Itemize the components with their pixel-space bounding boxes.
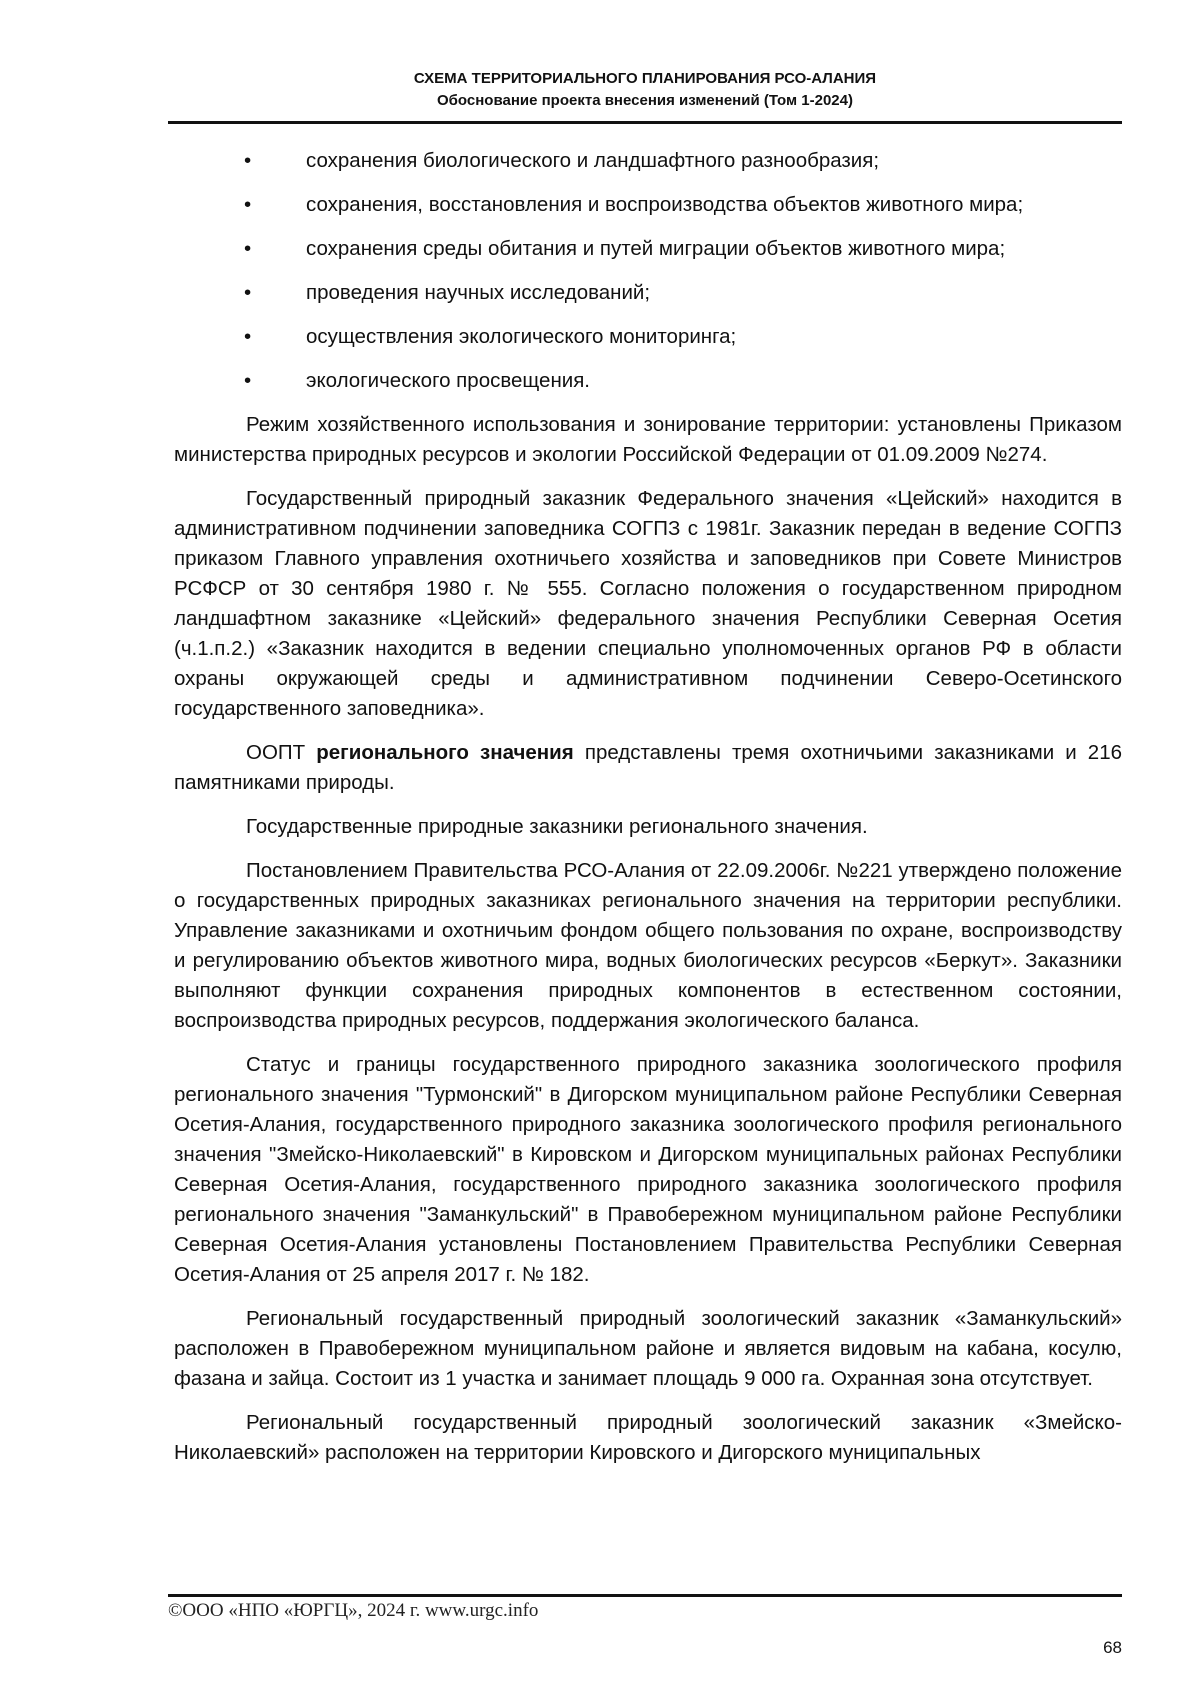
paragraph-zamankul: Региональный государственный природный зоологический заказник «Заманкульский» расположен в Правобережном муниципальном районе и является видовым на кабана, косулю, фазана и зайца. Состоит из 1 участка и занимает площадь 9 000 га. Охранная зона отсутствует. [174,1307,1122,1390]
paragraph-resolution-221: Постановлением Правительства РСО-Алания от 22.09.2006г. №221 утверждено положение о государственных природных заказниках регионального значения на территории республики. Управление заказниками и охотничьим фондом общего пользования по охране, воспроизводству и регулированию объектов животного мира, водных биологических ресурсов «Беркут». Заказники выполняют функции сохранения природных компонентов в естественном состоянии, воспроизводства природных ресурсов, поддержания экологического баланса. [174,859,1122,1032]
document-header [168,68,1122,112]
list-item: • осуществления экологического мониторинга; [174,322,1122,352]
bullet-icon: • [244,237,252,260]
paragraph-regime: Режим хозяйственного использования и зонирование территории: установлены Приказом министерства природных ресурсов и экологии Российской Федерации от 01.09.2009 №274. [174,413,1122,466]
bullet-icon: • [244,281,252,304]
header-divider [168,121,1122,124]
bullet-icon: • [244,325,252,348]
list-item: • экологического просвещения. [174,366,1122,396]
page-number: 68 [1103,1638,1122,1657]
list-item: • проведения научных исследований; [174,278,1122,308]
bold-term: регионального значения [316,741,574,764]
paragraph-zmeysko-nikolaevsky: Региональный государственный природный зоологический заказник «Змейско-Николаевский» расположен на территории Кировского и Дигорского муниципальных [174,1411,1122,1464]
footer-divider [168,1594,1122,1597]
document-body [174,146,1122,1482]
bullet-icon: • [244,193,252,216]
bullet-icon: • [244,369,252,392]
list-item: • сохранения среды обитания и путей миграции объектов животного мира; [174,234,1122,264]
paragraph-status-boundaries: Статус и границы государственного природного заказника зоологического профиля регионального значения "Турмонский" в Дигорском муниципальном районе Республики Северная Осетия-Алания, государственного природного заказника зоологического профиля регионального значения "Змейско-Николаевский" в Кировском и Дигорском муниципальных районах Республики Северная Осетия-Алания, государственного природного заказника зоологического профиля регионального значения "Заманкульский" в Правобережном муниципальном районе Республики Северная Осетия-Алания установлены Постановлением Правительства Республики Северная Осетия-Алания от 25 апреля 2017 г. № 182. [174,1053,1122,1286]
header-title: СХЕМА ТЕРРИТОРИАЛЬНОГО ПЛАНИРОВАНИЯ РСО-АЛАНИЯ [413,70,877,87]
bullet-list [174,146,1122,396]
paragraph-tsey-reserve: Государственный природный заказник Федерального значения «Цейский» находится в административном подчинении заповедника СОГПЗ с 1981г. Заказник передан в ведение СОГПЗ приказом Главного управления охотничьего хозяйства и заповедников при Совете Министров РСФСР от 30 сентября 1980 г. № 555. Согласно положения о государственном природном ландшафтном заказнике «Цейский» федерального значения Республики Северная Осетия (ч.1.п.2.) «Заказник находится в ведении специально уполномоченных органов РФ в области охраны окружающей среды и административном подчинении Северо-Осетинского государственного заповедника». [174,487,1122,720]
list-item: • сохранения, восстановления и воспроизводства объектов животного мира; [174,190,1122,220]
header-subtitle: Обоснование проекта внесения изменений (Том 1-2024) [437,92,853,109]
paragraph-regional-reserves-heading: Государственные природные заказники регионального значения. [246,815,868,838]
list-item: • сохранения биологического и ландшафтного разнообразия; [174,146,1122,176]
footer-copyright: ©ООО «НПО «ЮРГЦ», 2024 г. www.urgc.info [168,1600,539,1621]
bullet-icon: • [244,149,252,172]
paragraph-regional-oopt: ООПТ регионального значения представлены тремя охотничьими заказниками и 216 памятниками природы. [174,741,1122,794]
